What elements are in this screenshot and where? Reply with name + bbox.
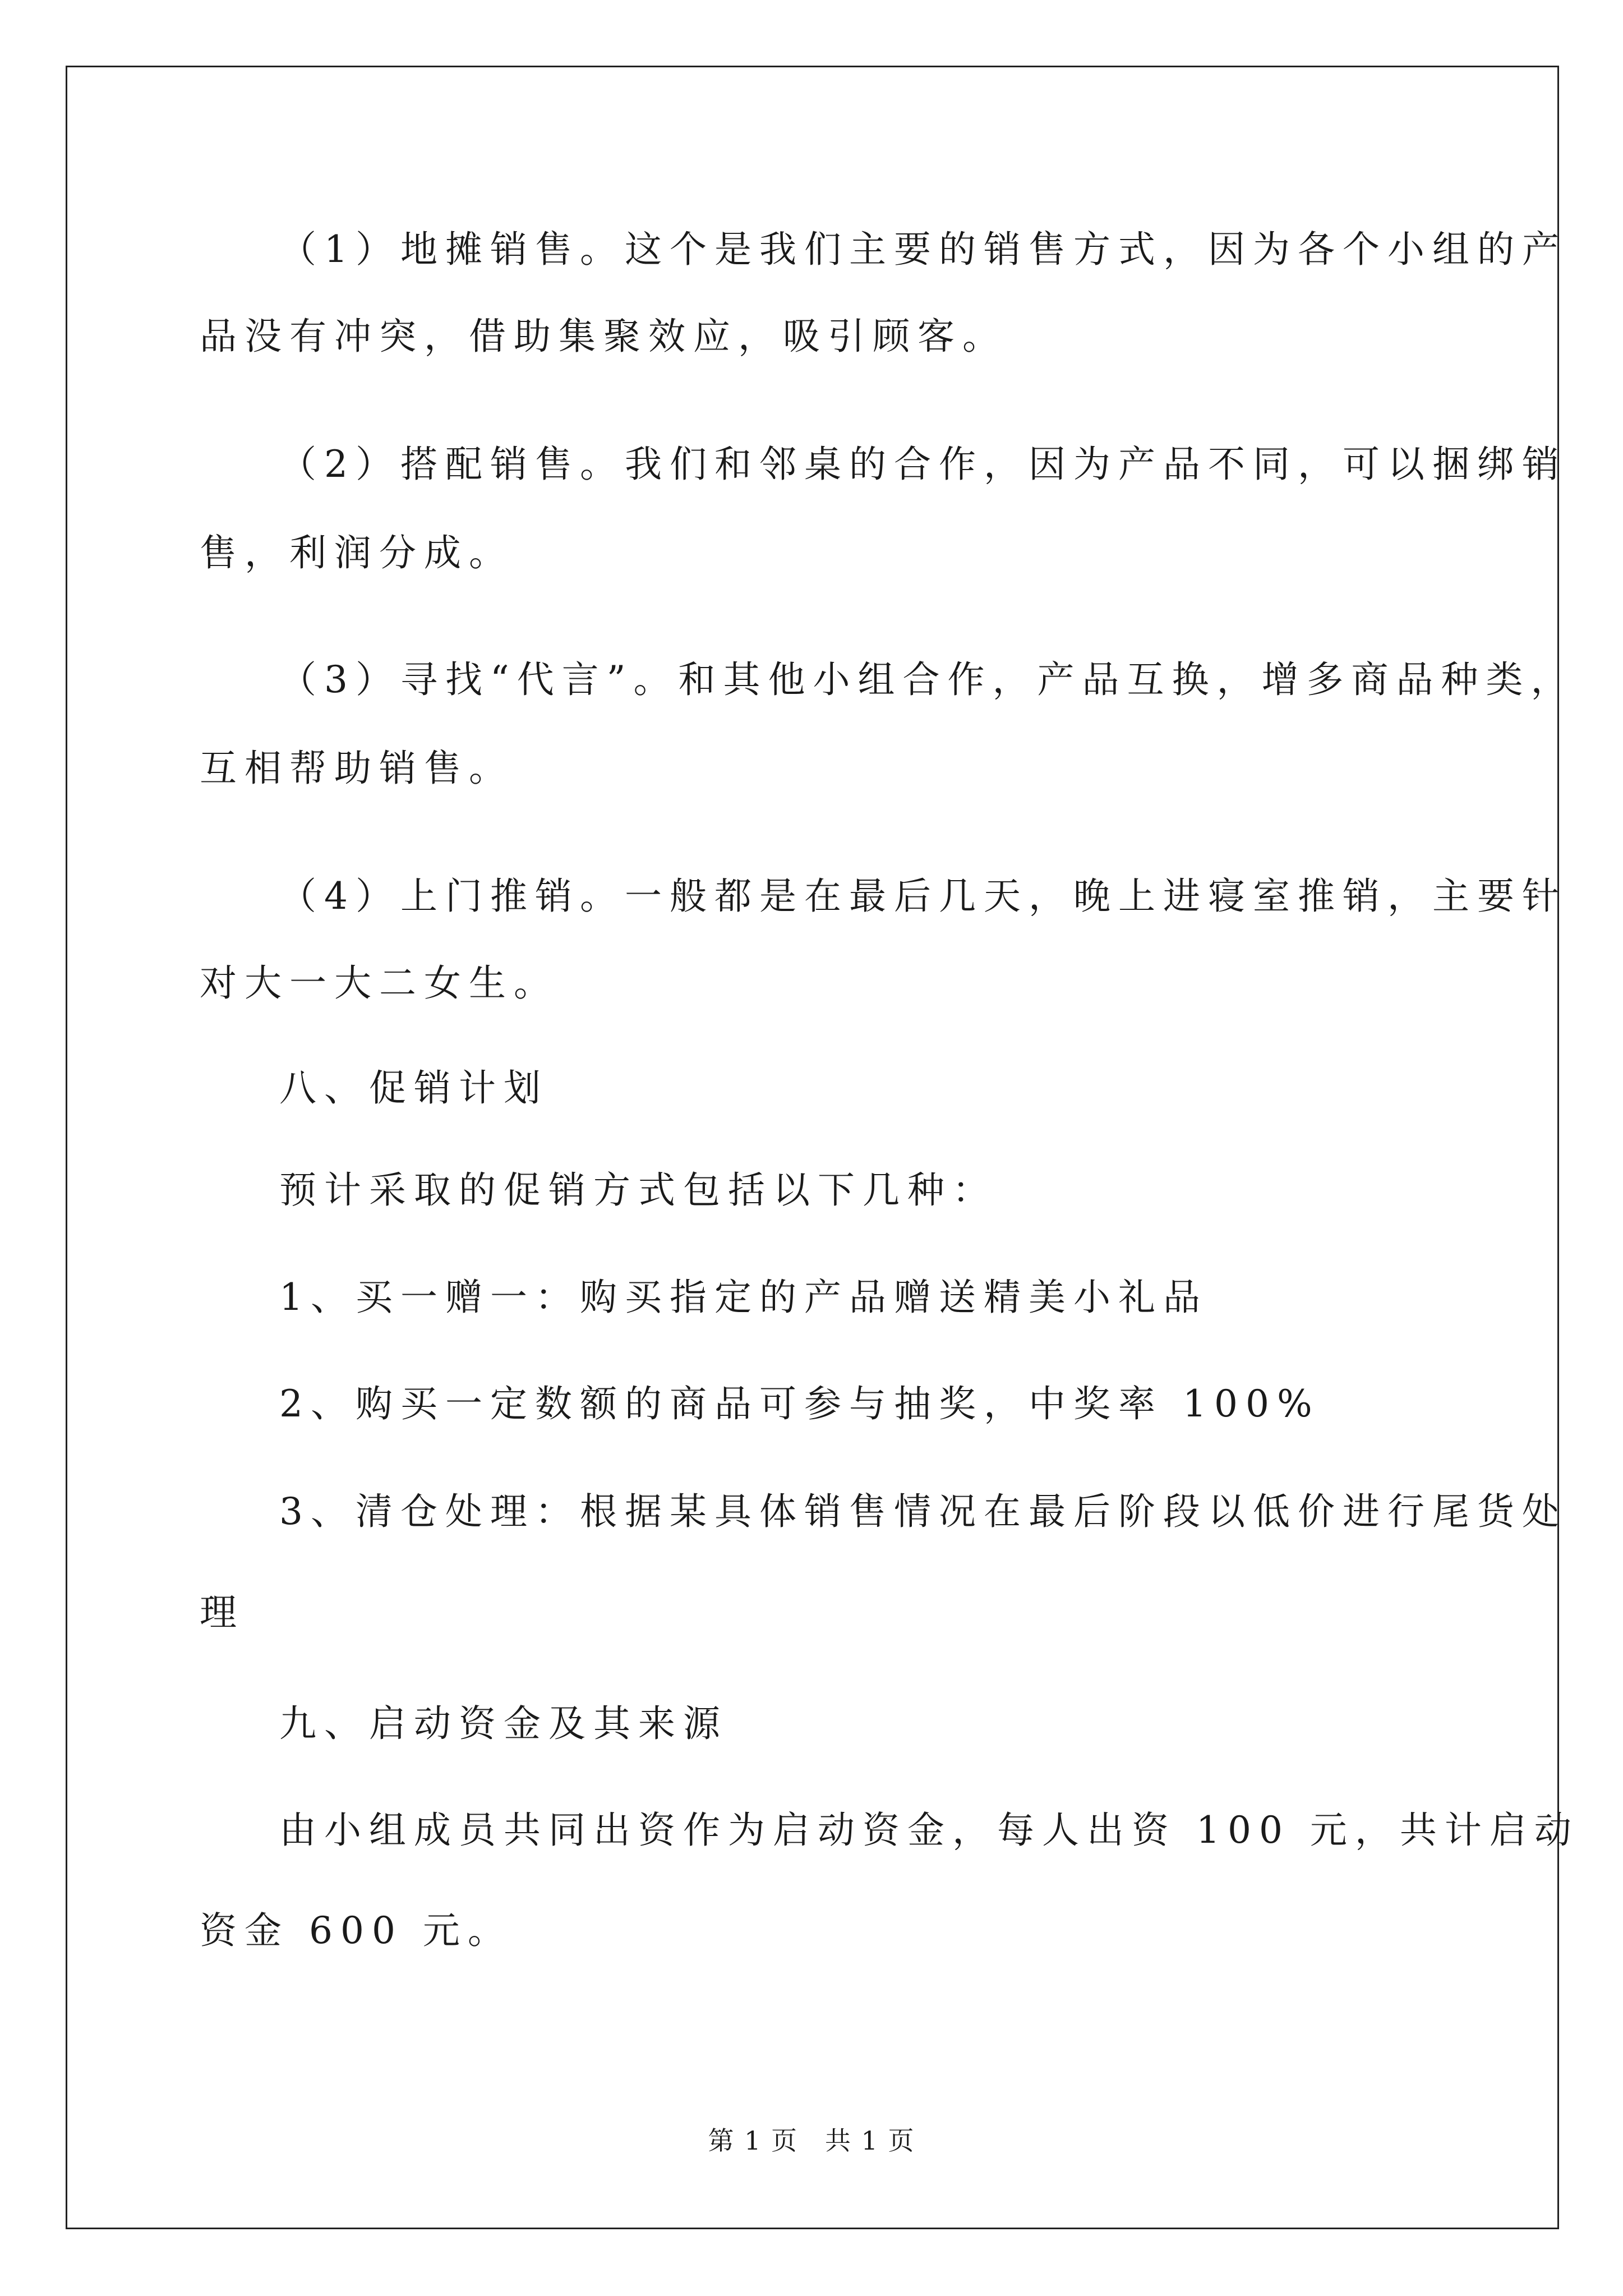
paragraph-4-line-1: （4）上门推销。一般都是在最后几天，晚上进寝室推销，主要针 xyxy=(279,875,1567,918)
promotion-item-3-continued: 理 xyxy=(200,1591,245,1634)
funding-line-2: 资金 600 元。 xyxy=(200,1909,513,1952)
paragraph-3-line-2: 互相帮助销售。 xyxy=(200,747,514,790)
section-heading-funding: 九、启动资金及其来源 xyxy=(279,1702,728,1745)
promotion-item-3: 3、清仓处理：根据某具体销售情况在最后阶段以低价进行尾货处 xyxy=(279,1490,1567,1533)
paragraph-3-line-1: （3）寻找“代言”。和其他小组合作，产品互换，增多商品种类， xyxy=(279,658,1576,701)
promotion-intro: 预计采取的促销方式包括以下几种： xyxy=(279,1168,997,1212)
page-number-footer: 第 1 页 共 1 页 xyxy=(708,2125,915,2156)
paragraph-2-line-2: 售，利润分成。 xyxy=(200,531,514,574)
page-border xyxy=(66,66,1559,2229)
promotion-item-1: 1、买一赠一：购买指定的产品赠送精美小礼品 xyxy=(279,1276,1208,1319)
section-heading-promotion: 八、促销计划 xyxy=(279,1066,548,1110)
promotion-item-2: 2、购买一定数额的商品可参与抽奖，中奖率 100% xyxy=(279,1382,1320,1425)
paragraph-1-line-1: （1）地摊销售。这个是我们主要的销售方式，因为各个小组的产 xyxy=(279,228,1567,271)
paragraph-4-line-2: 对大一大二女生。 xyxy=(200,961,559,1005)
paragraph-1-line-2: 品没有冲突，借助集聚效应，吸引顾客。 xyxy=(200,315,1007,358)
paragraph-2-line-1: （2）搭配销售。我们和邻桌的合作，因为产品不同，可以捆绑销 xyxy=(279,443,1567,486)
funding-line-1: 由小组成员共同出资作为启动资金，每人出资 100 元，共计启动 xyxy=(279,1809,1579,1852)
